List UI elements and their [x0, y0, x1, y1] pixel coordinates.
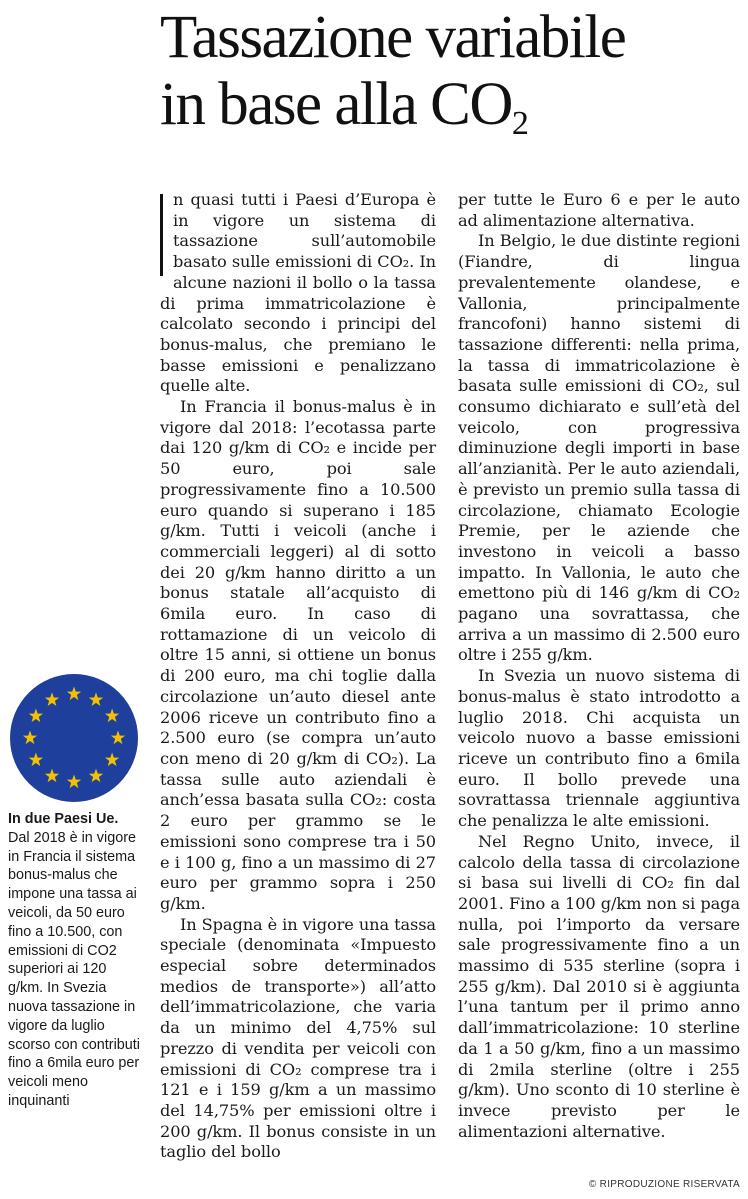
paragraph: In Spagna è in vigore una tassa speciale (denominata «Impuesto especial sobre determinados medios de transporte») all’atto dell’immatricolazione, che varia da un minimo del 4,75% sul prezzo di vendita per veicoli con emissioni di CO₂ comprese tra i 121 e i 159 g/km a un massimo del 14,75% per emissioni oltre i 200 g/km. Il bonus consiste in un taglio del bollo	[160, 914, 436, 1162]
paragraph: In Svezia un nuovo sistema di bonus-malus è stato introdotto a luglio 2018. Chi acquista un veicolo nuovo a basse emissioni riceve un contributo fino a 6mila euro. Il bollo prevede una sovrattassa triennale aggiuntiva che penalizza le alte emissioni.	[458, 666, 740, 831]
headline-line2: in base alla CO	[160, 71, 512, 139]
paragraph: In Belgio, le due distinte regioni (Fiandre, di lingua prevalentemente olandese, e Vallonia, principalmente francofoni) hanno sistemi di tassazione differenti: nella prima, la tassa di immatricolazione è basata sulle emissioni di CO₂, sul consumo dichiarato e sull’età del veicolo, con progressiva diminuzione degli importi in base all’anzianità. Per le auto aziendali, è previsto un premio sulla tassa di circolazione, chiamato Ecologie Premie, per le aziende che investono in veicoli a basso impatto. In Vallonia, le auto che emettono più di 146 g/km di CO₂ pagano una sovrattassa, che arriva a un massimo di 2.500 euro oltre i 255 g/km.	[458, 231, 740, 665]
eu-star-icon	[29, 709, 43, 723]
headline-subscript: 2	[511, 105, 528, 143]
eu-star-icon	[45, 692, 59, 706]
eu-star-icon	[105, 753, 119, 767]
eu-star-icon	[89, 769, 103, 783]
eu-flag-icon	[10, 674, 138, 802]
eu-stars	[10, 674, 138, 802]
eu-star-icon	[67, 775, 81, 789]
eu-star-icon	[23, 731, 37, 745]
eu-star-icon	[67, 687, 81, 701]
eu-star-icon	[89, 692, 103, 706]
eu-star-icon	[45, 769, 59, 783]
article-column-1	[160, 190, 436, 1163]
eu-star-icon	[29, 753, 43, 767]
sidebar-box	[8, 674, 140, 1111]
article-column-2	[458, 190, 740, 1142]
paragraph-text: n quasi tutti i Paesi d’Europa è in vigore un sistema di tassazione sull’automobile basato sulle emissioni di CO₂. In alcune nazioni il bollo o la tassa di prima immatricolazione è calcolato secondo i principi del bonus-malus, che premiano le basse emissioni e penalizzano quelle alte.	[160, 190, 436, 396]
paragraph: In Francia il bonus-malus è in vigore dal 2018: l’ecotassa parte dai 120 g/km di CO₂ e incide per 50 euro, poi sale progressivamente fino a 10.500 euro quando si superano i 185 g/km. Tutti i veicoli (anche i commerciali leggeri) al di sotto dei 20 g/km hanno diritto a un bonus statale all’acquisto di 6mila euro. In caso di rottamazione di un veicolo di oltre 15 anni, si ottiene un bonus di 200 euro, ma chi toglie dalla circolazione un’auto diesel ante 2006 riceve un contributo fino a 2.500 euro (se compra un’auto con meno di 20 g/km di CO₂). La tassa sulle auto aziendali è anch’essa basata sulla CO₂: costa 2 euro per grammo se le emissioni sono comprese tra i 50 e i 100 g, fino a un massimo di 27 euro per grammo sopra i 250 g/km.	[160, 397, 436, 913]
dropcap-bar	[160, 194, 163, 276]
eu-star-icon	[111, 731, 125, 745]
paragraph: per tutte le Euro 6 e per le auto ad alimentazione alternativa.	[458, 190, 740, 230]
headline	[160, 4, 748, 143]
copyright-notice: © RIPRODUZIONE RISERVATA	[588, 1179, 740, 1190]
headline-line1: Tassazione variabile	[160, 4, 626, 71]
paragraph	[160, 190, 436, 397]
eu-star-icon	[105, 709, 119, 723]
sidebar-title: In due Paesi Ue.	[8, 811, 119, 827]
paragraph: Nel Regno Unito, invece, il calcolo della tassa di circolazione si basa sui livelli di CO₂ fin dal 2001. Fino a 100 g/km non si paga nulla, poi l’importo da versare sale progressivamente fino a un massimo di 535 sterline (sopra i 255 g/km). Dal 2010 si è aggiunta l’una tantum per il primo anno dall’immatricolazione: 10 sterline da 1 a 50 g/km, fino a un massimo di 2mila sterline (oltre i 255 g/km). Uno sconto di 10 sterline è invece previsto per le alimentazioni alternative.	[458, 831, 740, 1141]
sidebar-body: Dal 2018 è in vigore in Francia il sistema bonus-malus che impone una tassa ai veicoli, da 50 euro fino a 10.500, con emissioni di CO2 superiori ai 120 g/km. In Svezia nuova tassazione in vigore da luglio scorso con contributi fino a 6mila euro per veicoli meno inquinanti	[8, 829, 140, 1109]
